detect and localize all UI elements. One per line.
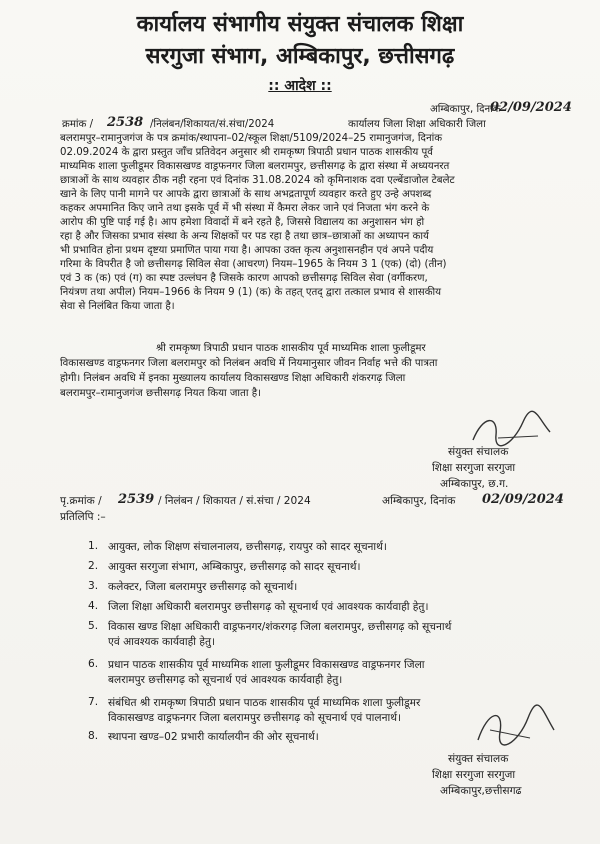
body-line: रहा है और जिसका प्रभाव संस्था के अन्य शिक्षकों पर पड रहा है तथा छात्र–छात्राओं का अध्यापन कार्य <box>60 231 429 242</box>
signature2-place: अम्बिकापुर,छत्तीसगढ <box>440 785 522 797</box>
body-line: आरोप की पुष्टि पाई गई है। आप हमेशा विवादों में बने रहते है, जिससे विद्यालय का अनुशासन भंग हो <box>60 217 425 228</box>
copy-item: विकास खण्ड शिक्षा अधिकारी वाड्रफनगर/शंकरगढ़ जिला बलरामपुर, छत्तीसगढ़ को सूचनार्थ <box>108 621 452 633</box>
copy-item-number: 3. <box>88 580 99 592</box>
copy-item-number: 8. <box>88 730 99 742</box>
office-heading: कार्यालय संभागीय संयुक्त संचालक शिक्षा <box>136 12 464 37</box>
handwritten-signature-1 <box>468 410 558 450</box>
body-line: माध्यमिक शाला फुलीडूमर विकासखण्ड वाड्रफनगर जिला बलरामपुर, छत्तीसगढ़ के द्वारा संस्था में अध्ययनरत <box>60 161 450 172</box>
copy-item-number: 2. <box>88 560 99 572</box>
pratilipi-label: प्रतिलिपि :– <box>60 511 106 523</box>
order-title: :: आदेश :: <box>268 78 332 94</box>
copy-item: स्थापना खण्ड–02 प्रभारी कार्यालयीन की ओर सूचनार्थ। <box>108 731 319 743</box>
body-line: छात्राओं के साथ व्यवहार ठीक नही रहना एवं दिनांक 31.08.2024 को कृमिनाशक दवा एल्बेंडाजोल टेबलेट <box>60 175 455 186</box>
signature2-dept: शिक्षा सरगुजा सरगुजा <box>432 769 516 781</box>
para2-line: विकासखण्ड वाड्रफनगर जिला बलरामपुर को निलंबन अवधि में नियमानुसार जीवन निर्वाह भत्ते की पात्रता <box>60 358 438 369</box>
copy-kramank-rest: / निलंबन / शिकायत / सं.संचा / 2024 <box>158 495 311 507</box>
copy-item-number: 6. <box>88 658 99 670</box>
copy-item: जिला शिक्षा अधिकारी बलरामपुर छत्तीसगढ़ को सूचनार्थ एवं आवश्यक कार्यवाही हेतु। <box>108 601 429 613</box>
copy-kramank-label: पृ.क्रमांक / <box>60 495 102 507</box>
copy-kramank-number: 2539 <box>118 492 155 507</box>
copy-item: आयुक्त, लोक शिक्षण संचालनालय, छत्तीसगढ़, रायपुर को सादर सूचनार्थ। <box>108 541 387 553</box>
copy-item-number: 7. <box>88 696 99 708</box>
body-line: बलरामपुर–रामानुजगंज के पत्र क्रमांक/स्थापना–02/स्कूल शिक्षा/5109/2024–25 रामानुजगंज, दिनांक <box>60 133 443 144</box>
signature2-title: संयुक्त संचालक <box>448 753 509 765</box>
body-line: भी प्रभावित होना प्रथम दृष्टया प्रमाणित पाया गया है। आपका उक्त कृत्य अनुशासनहीन एवं अपने पदीय <box>60 245 434 256</box>
body-line: सेवा से निलंबित किया जाता है। <box>60 301 175 312</box>
order-kramank-rest: /निलंबन/शिकायत/सं.संचा/2024 <box>150 119 275 130</box>
order-kramank-number: 2538 <box>107 115 144 130</box>
copy-item-number: 5. <box>88 620 99 632</box>
body-line: कहकर अपमानित किए जाने तथा इसके पूर्व में भी संस्था में कैमरा लेकर जाने एवं निजता भंग करने के <box>60 203 430 214</box>
copy-item: एवं आवश्यक कार्यवाही हेतु। <box>108 636 216 648</box>
signature1-place: अम्बिकापुर, छ.ग. <box>440 478 509 490</box>
copy-item: विकासखण्ड वाड्रफनगर जिला बलरामपुर छत्तीसगढ़ को सूचनार्थ एवं पालनार्थ। <box>108 712 401 724</box>
office-subheading: सरगुजा संभाग, अम्बिकापुर, छत्तीसगढ़ <box>145 44 455 69</box>
order-kramank-label: क्रमांक / <box>62 119 94 130</box>
para2-line: होगी। निलंबन अवधि में इनका मुख्यालय कार्यालय विकासखण्ड शिक्षा अधिकारी शंकरगढ़ जिला <box>60 373 406 384</box>
para2-line: बलरामपुर–रामानुजगंज छत्तीसगढ़ नियत किया जाता है। <box>60 388 262 399</box>
body-line: नियंत्रण तथा अपील) नियम–1966 के नियम 9 (1) (क) के तहत् एतद् द्वारा तत्काल प्रभाव से शासकीय <box>60 287 442 298</box>
body-line: कार्यालय जिला शिक्षा अधिकारी जिला <box>348 119 486 130</box>
body-line: खाने के लिए पानी मागने पर आपके द्वारा छात्राओं के साथ अभद्रतापूर्ण व्यवहार करते हुए उन्हे अपशब्द <box>60 189 432 200</box>
copy-item: बलरामपुर छत्तीसगढ़ को सूचनार्थ एवं आवश्यक कार्यवाही हेतु। <box>108 674 343 686</box>
copy-item: प्रधान पाठक शासकीय पूर्व माध्यमिक शाला फुलीडूमर विकासखण्ड वाड्रफनगर जिला <box>108 659 425 671</box>
handwritten-signature-2 <box>470 700 560 750</box>
copy-item: संबंधित श्री रामकृष्ण त्रिपाठी प्रधान पाठक शासकीय पूर्व माध्यमिक शाला फुलीडूमर <box>108 697 421 709</box>
copy-item: कलेक्टर, जिला बलरामपुर छत्तीसगढ़ को सूचनार्थ। <box>108 581 298 593</box>
body-line: गरिमा के विपरीत है जो छत्तीसगढ़ सिविल सेवा (आचरण) नियम–1965 के नियम 3 1 (एक) (दो) (तीन) <box>60 259 447 270</box>
order-place-date-label: अम्बिकापुर, दिनांक <box>430 104 501 115</box>
copy-item-number: 1. <box>88 540 99 552</box>
copy-item: आयुक्त सरगुजा संभाग, अम्बिकापुर, छत्तीसगढ़ को सादर सूचनार्थ। <box>108 561 361 573</box>
order-date: 02/09/2024 <box>490 100 572 115</box>
copy-item-number: 4. <box>88 600 99 612</box>
body-line: 02.09.2024 के द्वारा प्रस्तुत जाँच प्रतिवेदन अनुसार श्री रामकृष्ण त्रिपाठी प्रधान पाठक शासकीय पूर्व <box>60 147 433 158</box>
body-line: एवं 3 क (क) एवं (ग) का स्पष्ट उल्लंघन है जिसके कारण आपको छत्तीसगढ़ सिविल सेवा (वर्गीकरण, <box>60 273 428 284</box>
signature1-dept: शिक्षा सरगुजा सरगुजा <box>432 462 516 474</box>
copy-date: 02/09/2024 <box>482 492 564 507</box>
copy-place-date-label: अम्बिकापुर, दिनांक <box>382 495 456 507</box>
para2-line: श्री रामकृष्ण त्रिपाठी प्रधान पाठक शासकीय पूर्व माध्यमिक शाला फुलीडूमर <box>156 343 426 354</box>
signature1-title: संयुक्त संचालक <box>448 446 509 458</box>
